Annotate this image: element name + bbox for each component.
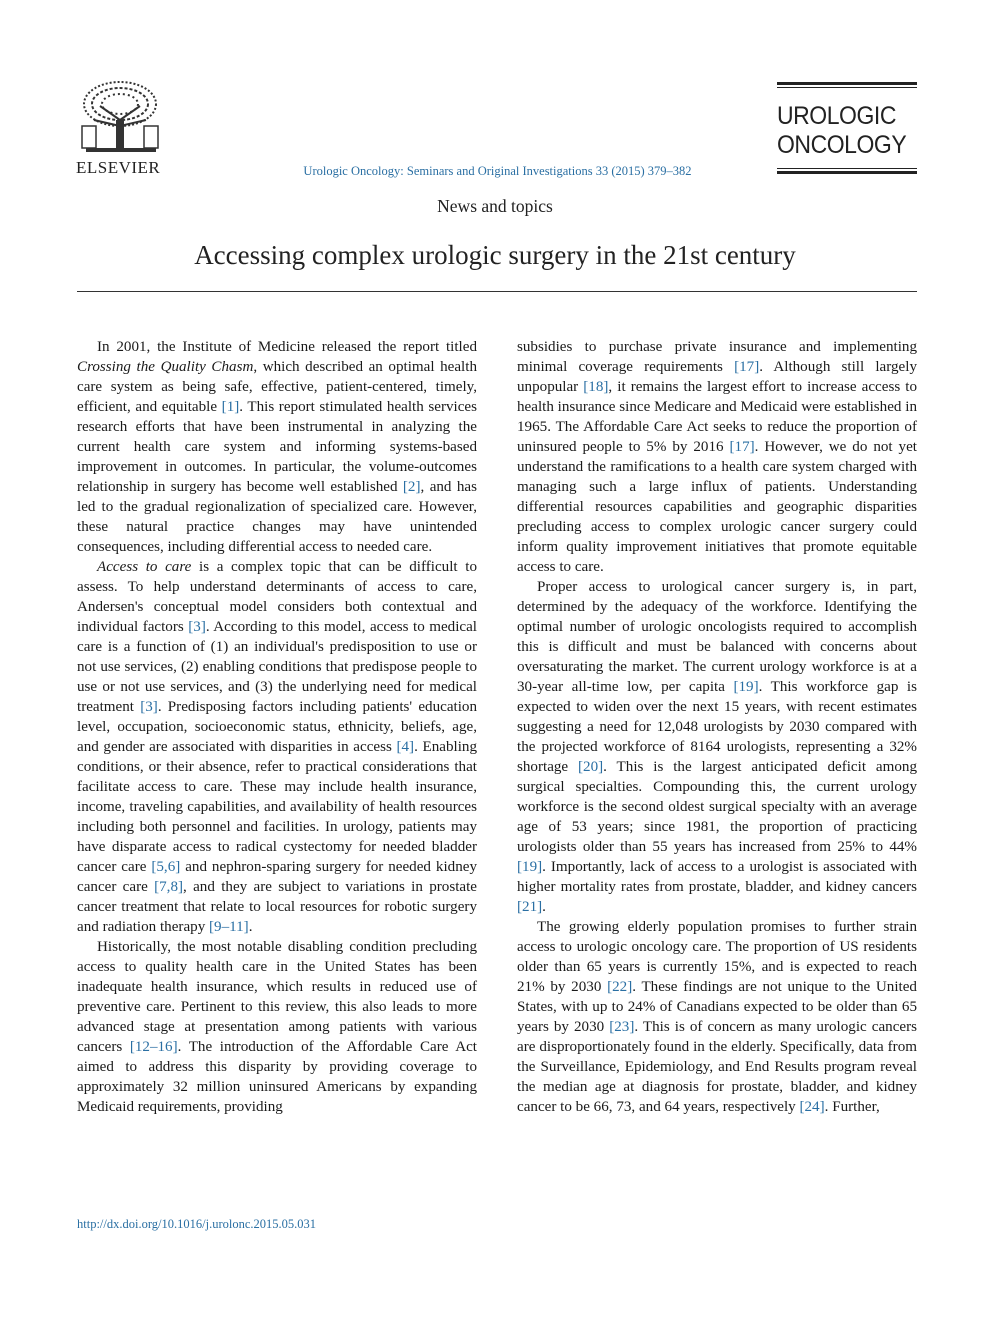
text: , and has led to the gradual regionalization of specialized care. However, these natural practice changes may have unintended consequences, including differential access to needed care. [77, 479, 478, 555]
term: Access to care [97, 559, 192, 575]
reference-link[interactable]: [24] [799, 1099, 825, 1115]
journal-title-line2: ONCOLOGY [777, 131, 907, 159]
text: . This is of concern as many urologic cancers are disproportionately found in the elderly. Specifically, data from the Surveillance, Epidemiology, and End Results program reveal the median age at diagnosis for prostate, bladder, and kidney cancer to be 66, 73, and 64 years, respectively [517, 1019, 917, 1115]
paragraph [77, 337, 477, 557]
divider [777, 82, 917, 85]
text: . Importantly, lack of access to a urologist is associated with higher mortality rates from prostate, bladder, and kidney cancers [517, 859, 917, 895]
journal-title-line1: UROLOGIC [777, 102, 897, 130]
reference-link[interactable]: [17] [729, 439, 755, 455]
text: is a complex topic that can be difficult to assess. To help understand determinants of access to care, Andersen's conceptual model considers both contextual and individual factors [77, 559, 477, 635]
book-title: Crossing the Quality Chasm [77, 359, 254, 375]
text: . Predisposing factors including patients' education level, occupation, socioeconomic status, ethnicity, beliefs, age, and gender are associated with disparities in access [77, 699, 477, 755]
reference-link[interactable]: [4] [396, 739, 415, 755]
text: , and they are subject to variations in prostate cancer treatment that relate to local resources for robotic surgery and radiation therapy [77, 879, 477, 935]
reference-link[interactable]: [3] [188, 619, 206, 635]
text: . However, we do not yet understand the ramifications to a health care system charged with managing such a large influx of patients. Understanding differential resources capabilities and geographic disparities precluding access to complex urologic cancer surgery could inform quality improvement initiatives that promote equitable access to care. [517, 439, 917, 575]
journal-citation-link[interactable]: Urologic Oncology: Seminars and Original Investigations 33 (2015) 379–382 [303, 164, 692, 178]
text: . According to this model, access to medical care is a function of (1) an individual's predisposition to use or not use services, (2) enabling conditions that predispose people to use or not use services, and (3) the underlying need for medical treatment [77, 619, 477, 715]
tree-logo-icon [76, 76, 166, 156]
paragraph [517, 917, 917, 1117]
publisher-name: ELSEVIER [76, 158, 161, 177]
paragraph [517, 337, 917, 577]
reference-link[interactable]: [3] [140, 699, 158, 715]
reference-link[interactable]: [19] [733, 679, 759, 695]
text: and nephron-sparing surgery for needed kidney cancer care [77, 859, 477, 895]
text: In 2001, the Institute of Medicine released the report titled [97, 339, 477, 355]
reference-link[interactable]: [18] [583, 379, 609, 395]
doi-link[interactable]: http://dx.doi.org/10.1016/j.urolonc.2015.05.031 [77, 1217, 317, 1231]
reference-link[interactable]: [20] [578, 759, 604, 775]
journal-mark [777, 82, 917, 174]
text: . [542, 899, 546, 915]
text: subsidies to purchase private insurance and implementing minimal coverage requirements [517, 339, 917, 375]
article-title: Accessing complex urologic surgery in the 21st century [194, 240, 796, 270]
text: Historically, the most notable disabling condition precluding access to quality health care in the United States has been inadequate health insurance, which results in reduced use of preventive care. Pertinent to this review, this also leads to more advanced stage at presentation among patients with various cancers [77, 939, 477, 1055]
text: . Although still largely unpopular [517, 359, 917, 395]
reference-link[interactable]: [2] [402, 479, 421, 495]
reference-link[interactable]: [9–11] [209, 919, 249, 935]
section-label: News and topics [437, 196, 553, 216]
reference-link[interactable]: [22] [607, 979, 633, 995]
text: , which described an optimal health care system as being safe, effective, patient-centered, timely, efficient, and equitable [77, 359, 477, 415]
divider [777, 168, 917, 169]
text: . The introduction of the Affordable Care Act aimed to address this disparity by providing coverage to approximately 32 million uninsured Americans by expanding Medicaid requirements, providing [77, 1039, 477, 1115]
reference-link[interactable]: [12–16] [129, 1039, 178, 1055]
paragraph [517, 577, 917, 917]
text: , it remains the largest effort to increase access to health insurance since Medicare and Medicaid were established in 1965. The Affordable Care Act seeks to reduce the proportion of uninsured people to 5% by 2016 [517, 379, 917, 455]
text: . [248, 919, 253, 935]
reference-link[interactable]: [7,8] [154, 879, 184, 895]
reference-link[interactable]: [1] [221, 399, 240, 415]
reference-link[interactable]: [23] [609, 1019, 635, 1035]
reference-link[interactable]: [19] [517, 859, 543, 875]
text: . Further, [824, 1099, 880, 1115]
reference-link[interactable]: [5,6] [151, 859, 181, 875]
text: . This workforce gap is expected to widen over the next 15 years, with recent estimates suggesting a need for 12,048 urologists by 2030 compared with the projected workforce of 8164 urologists, representing a 32% shortage [517, 679, 917, 775]
divider [777, 171, 917, 174]
text: Proper access to urological cancer surgery is, in part, determined by the adequacy of the workforce. Identifying the optimal number of urologic oncologists required to accomplish this is difficult and must be balanced with concerns about oversaturating the market. The current urology workforce is at a 30-year all-time low, per capita [517, 579, 917, 695]
text: . Enabling conditions, or their absence, refer to practical considerations that facilitate access to care. These may include health insurance, income, traveling capabilities, and availability of health resources including both personnel and facilities. In urology, patients may have disparate access to radical cystectomy for needed bladder cancer care [77, 739, 477, 875]
text: . These findings are not unique to the United States, with up to 24% of Canadians expected to be older than 65 years by 2030 [517, 979, 917, 1035]
reference-link[interactable]: [17] [734, 359, 760, 375]
publisher-logo [76, 76, 168, 178]
left-column [77, 337, 477, 1117]
text: . This is the largest anticipated deficit among surgical specialties. Compounding this, the current urology workforce is the second oldest surgical specialty with an average age of 53 years; since 1981, the proportion of practicing urologists older than 55 years has increased from 25% to 44% [517, 759, 917, 855]
paragraph [77, 557, 477, 937]
reference-link[interactable]: [21] [517, 899, 543, 915]
text: . This report stimulated health services research efforts that have been instrumental in analyzing the current health care system and informing systems-based improvement in outcomes. In particular, the volume-outcomes relationship in surgery has become well established [77, 399, 477, 495]
right-column [517, 337, 917, 1117]
paragraph [77, 937, 477, 1117]
journal-title [777, 88, 906, 168]
title-divider [77, 291, 917, 292]
text: The growing elderly population promises to further strain access to urologic oncology care. The proportion of US residents older than 65 years is currently 15%, and is expected to reach 21% by 2030 [517, 919, 917, 995]
